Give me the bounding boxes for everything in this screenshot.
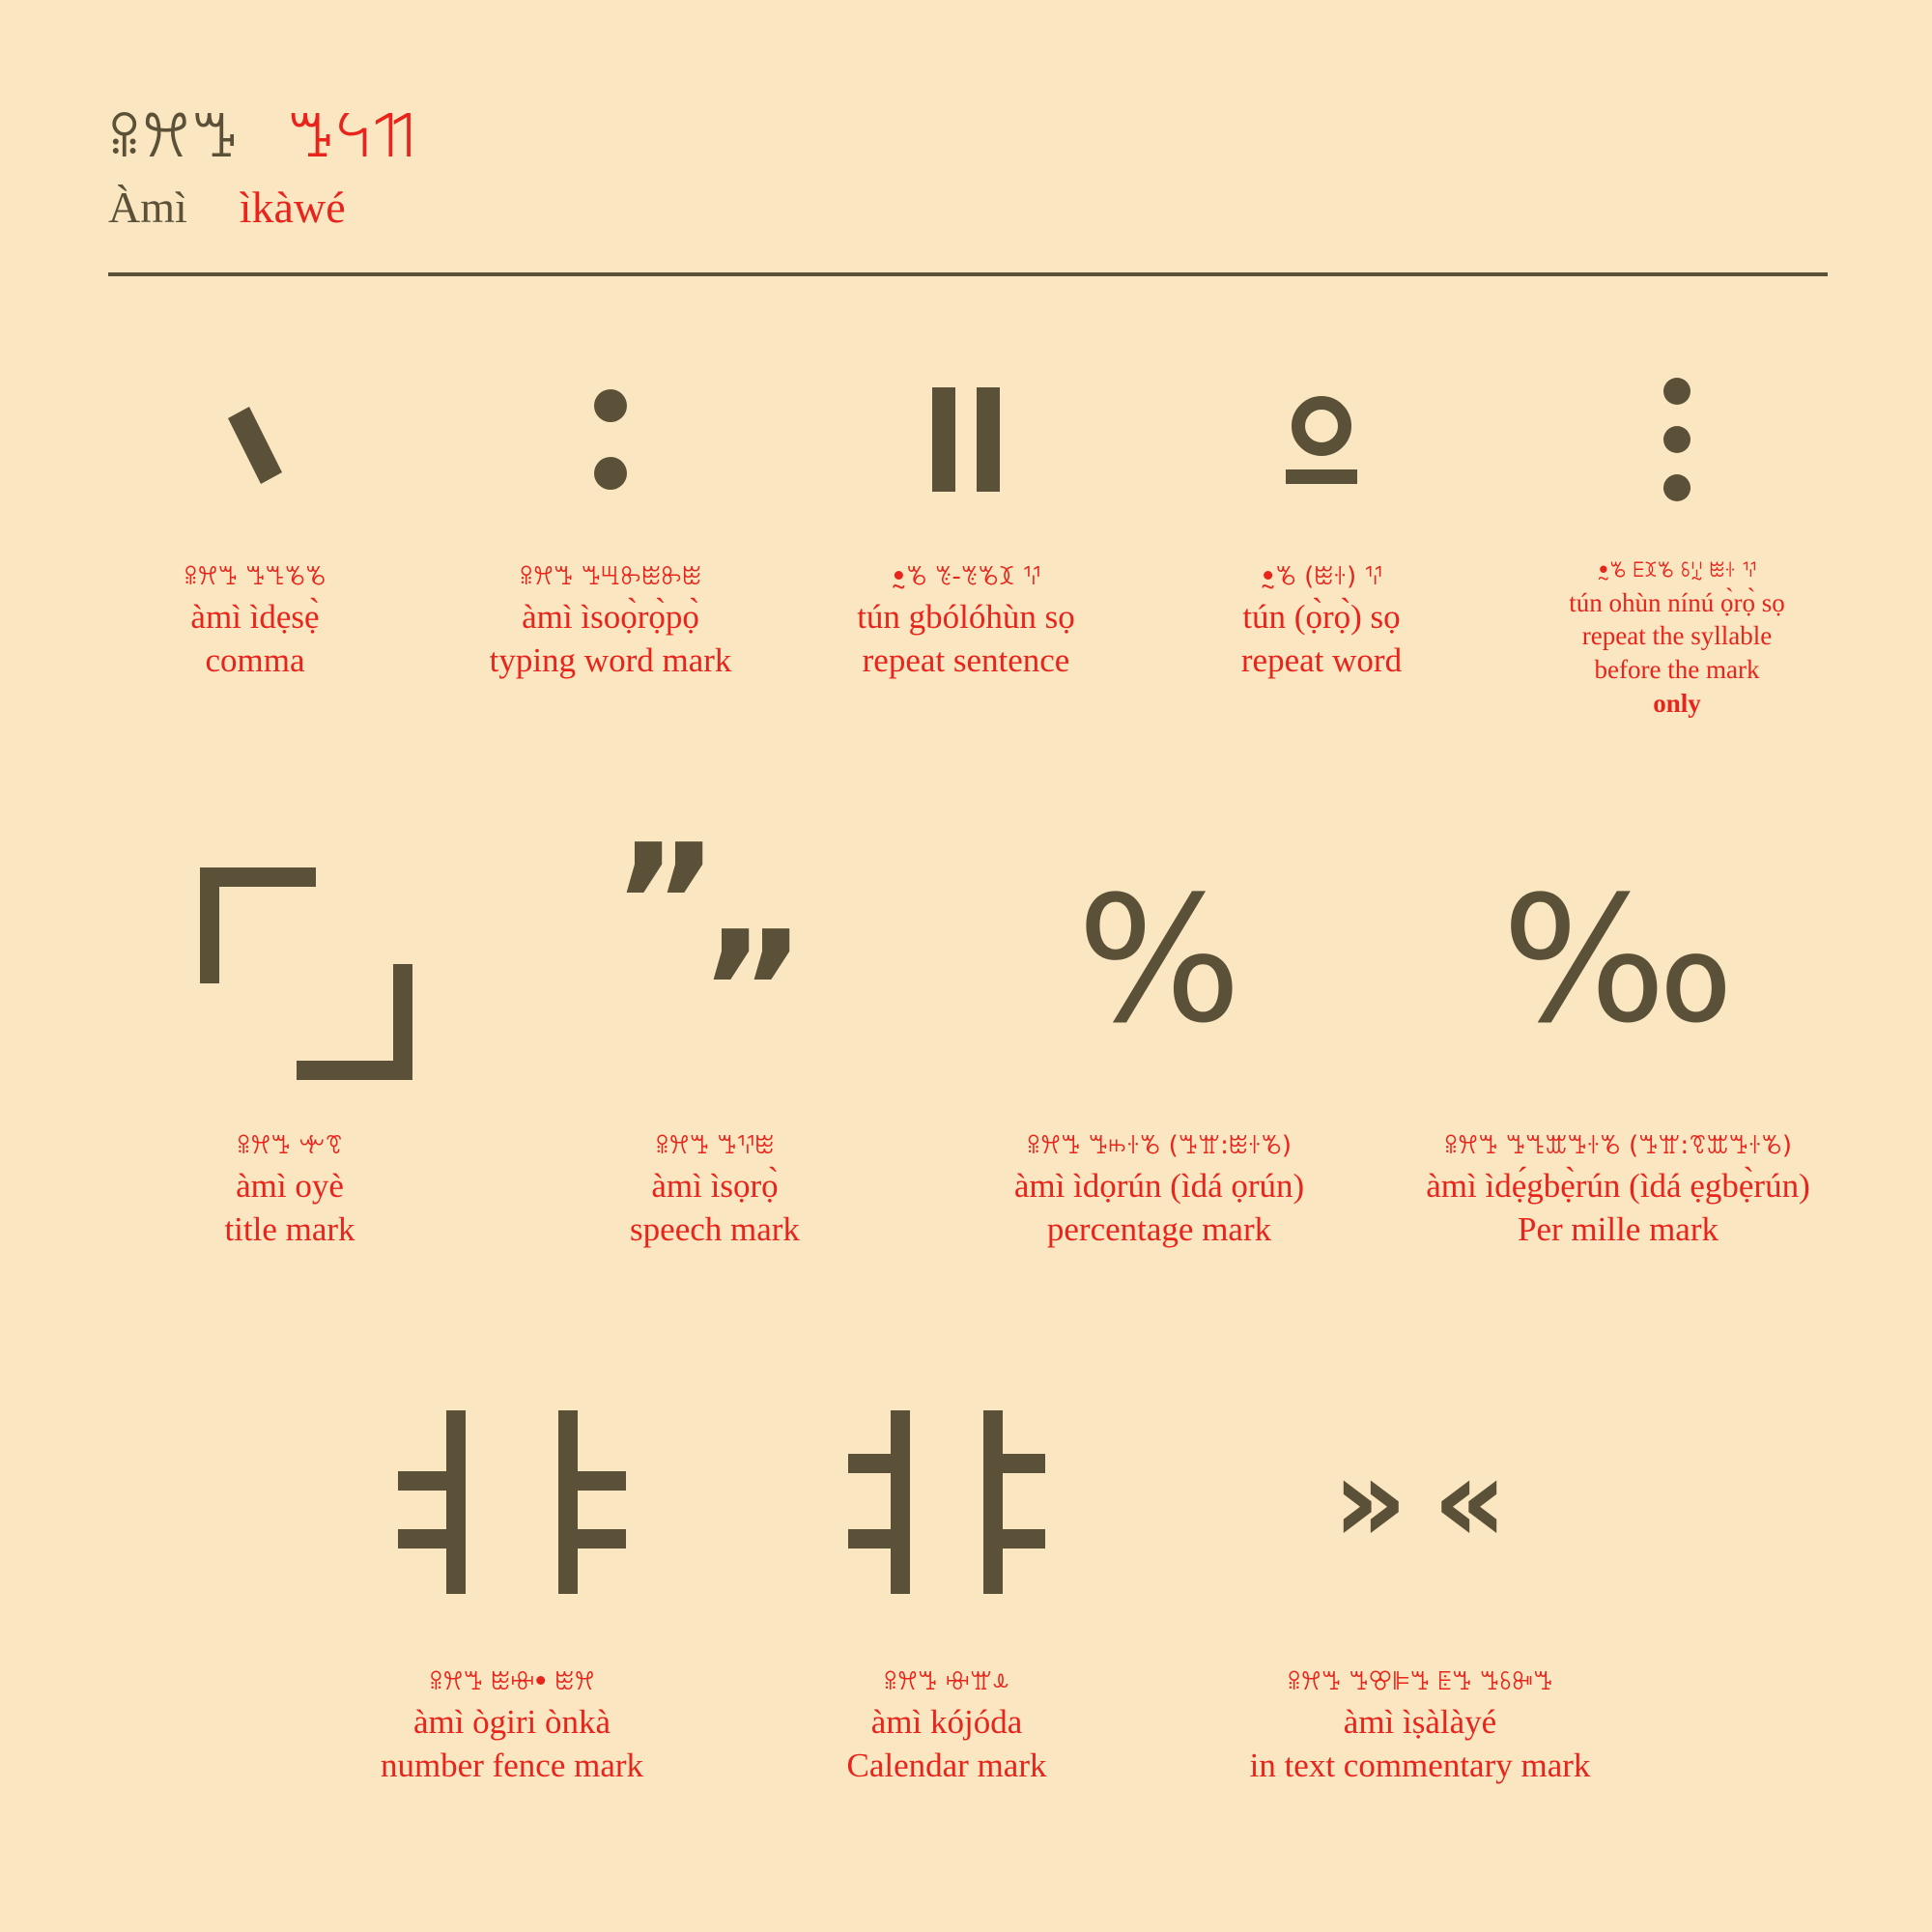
glyph-cell-commentary-mark [1150, 1406, 1690, 1788]
glyph-cell-speech-mark [502, 810, 927, 1252]
glyph-cell-repeat-syllable [1499, 372, 1855, 720]
caption-translit: àmì ìdọrún (ìdá ọrún) [1013, 1167, 1305, 1206]
glyph-cell-per-mille-mark [1391, 850, 1845, 1252]
caption-english: speech mark [630, 1210, 800, 1249]
caption-speech-mark [630, 1130, 800, 1252]
caption-translit: àmì ìdẹsẹ̀ [190, 598, 320, 637]
caption-english-emphasis: only [1653, 688, 1701, 718]
caption-native: ꕉꕮꔤ ꔺꗦ [237, 1131, 343, 1160]
caption-native: ꕉꕮꔤ ꔤꖇꖝꖺꖝꖺ [519, 562, 702, 591]
corner-brackets-title-icon [179, 850, 401, 1072]
title-native-red: ꔤꕪꔔ [287, 100, 416, 171]
double-quote-marks-icon: ” ” [611, 810, 807, 1088]
caption-english: title mark [224, 1210, 355, 1249]
caption-native: ꕉꕮꔤ ꖺꗳꔷ ꖺꕮ [429, 1667, 595, 1696]
title-native-dark: ꕉꕮꔤ [108, 100, 240, 171]
caption-per-mille-mark [1415, 1130, 1821, 1252]
poster-header [108, 100, 1837, 276]
percent-sign-icon: % [1076, 860, 1242, 1062]
caption-repeat-syllable [1556, 557, 1798, 720]
title-line [108, 100, 1837, 171]
caption-number-fence [381, 1666, 643, 1788]
three-dot-vertical-icon [1663, 372, 1690, 507]
glyph-cell-calendar-mark [744, 1406, 1150, 1788]
caption-native: ꕉꕮꔤ ꗳꖁꕊ [883, 1667, 1010, 1696]
caption-english: repeat word [1240, 641, 1403, 680]
per-mille-sign-icon: ‰ [1501, 860, 1735, 1062]
glyph-row-2 [77, 810, 1855, 1252]
caption-english: repeat sentence [862, 641, 1070, 680]
double-chevron-commentary-icon: » « [1332, 1435, 1508, 1569]
caption-native: ꕉꕮꔤ ꔤꖬꖺ [655, 1131, 775, 1160]
caption-english: comma [205, 641, 305, 680]
double-vertical-bar-icon [932, 372, 1000, 507]
caption-translit: àmì kójóda [870, 1703, 1023, 1742]
caption-calendar-mark [847, 1666, 1047, 1788]
glyph-cell-typing-word-mark [433, 372, 788, 720]
two-dot-colon-icon [594, 372, 627, 507]
caption-translit: àmì ìsoọ̀rọ̀pọ̀ [522, 598, 699, 637]
caption-native: ꔸꘋ (ꖺꖌ) ꖬ [1260, 562, 1383, 591]
caption-translit: àmì ìsọrọ̀ [651, 1167, 779, 1206]
caption-title-mark [224, 1130, 355, 1252]
caption-native: ꔸꘋ ꔳ-ꔳꘋꘉ ꖬ [891, 562, 1041, 591]
glyph-cell-number-fence [280, 1406, 744, 1788]
caption-commentary-mark [1250, 1666, 1591, 1788]
caption-comma [184, 561, 326, 683]
glyph-row-1 [77, 372, 1855, 720]
glyph-cell-repeat-sentence [788, 372, 1144, 720]
caption-translit: tún gbólóhùn sọ [857, 598, 1075, 637]
caption-native: ꕉꕮꔤ ꔤꕢꕞꔤ ꗍꔤ ꔤꗏꔻꔤ [1287, 1667, 1553, 1696]
calendar-fence-icon [840, 1406, 1053, 1599]
caption-english: Calendar mark [846, 1747, 1047, 1785]
glyph-cell-comma [77, 372, 433, 720]
glyph-cell-repeat-word [1144, 372, 1499, 720]
caption-translit: àmì ìṣàlàyé [1343, 1703, 1497, 1742]
caption-translit: tún (ọ̀rọ̀) sọ [1242, 598, 1401, 637]
header-divider [108, 272, 1828, 276]
caption-percentage-mark [956, 1130, 1362, 1252]
caption-native: ꕉꕮꔤ ꔤꖱꖌꘋ (ꔤꖁ꞉ꖺꖌꘋ) [1026, 1131, 1293, 1160]
circle-underline-icon [1286, 372, 1357, 507]
caption-translit: àmì ìdẹ́gbẹ̀rún (ìdá ẹgbẹ̀rún) [1426, 1167, 1810, 1206]
glyph-cell-percentage-mark [927, 850, 1391, 1252]
caption-english-pre: repeat the syllable before the mark [1581, 621, 1773, 684]
caption-english: percentage mark [1046, 1210, 1272, 1249]
glyph-cell-title-mark [77, 850, 502, 1252]
caption-english: typing word mark [489, 641, 732, 680]
caption-repeat-word [1241, 561, 1402, 683]
caption-english: Per mille mark [1517, 1210, 1719, 1249]
subtitle-line [108, 185, 1837, 230]
caption-native: ꕉꕮꔤ ꔤꔎꘋꘋ [184, 562, 327, 591]
caption-repeat-sentence [857, 561, 1075, 683]
caption-english: in text commentary mark [1249, 1747, 1591, 1785]
subtitle-red: ìkàwé [239, 183, 346, 232]
caption-translit: àmì ògiri ònkà [412, 1703, 611, 1742]
caption-native: ꔸꘋ ꗋꘉꘋ ꗏꗸ ꖺꖌ ꖬ [1597, 558, 1757, 582]
glyph-row-3 [280, 1406, 1787, 1788]
caption-translit: tún ohùn nínú ọ̀rọ̀ sọ [1569, 587, 1785, 617]
number-fence-icon [386, 1406, 638, 1599]
caption-translit: àmì oyè [236, 1167, 344, 1206]
caption-typing-word-mark [490, 561, 732, 683]
comma-stroke-icon [207, 372, 303, 507]
caption-english: number fence mark [380, 1747, 644, 1785]
subtitle-dark: Àmì [108, 183, 187, 232]
caption-native: ꕉꕮꔤ ꔤꔎꕭꔤꖌꘋ (ꔤꖁ꞉ꗦꕭꔤꖌꘋ) [1443, 1131, 1793, 1160]
